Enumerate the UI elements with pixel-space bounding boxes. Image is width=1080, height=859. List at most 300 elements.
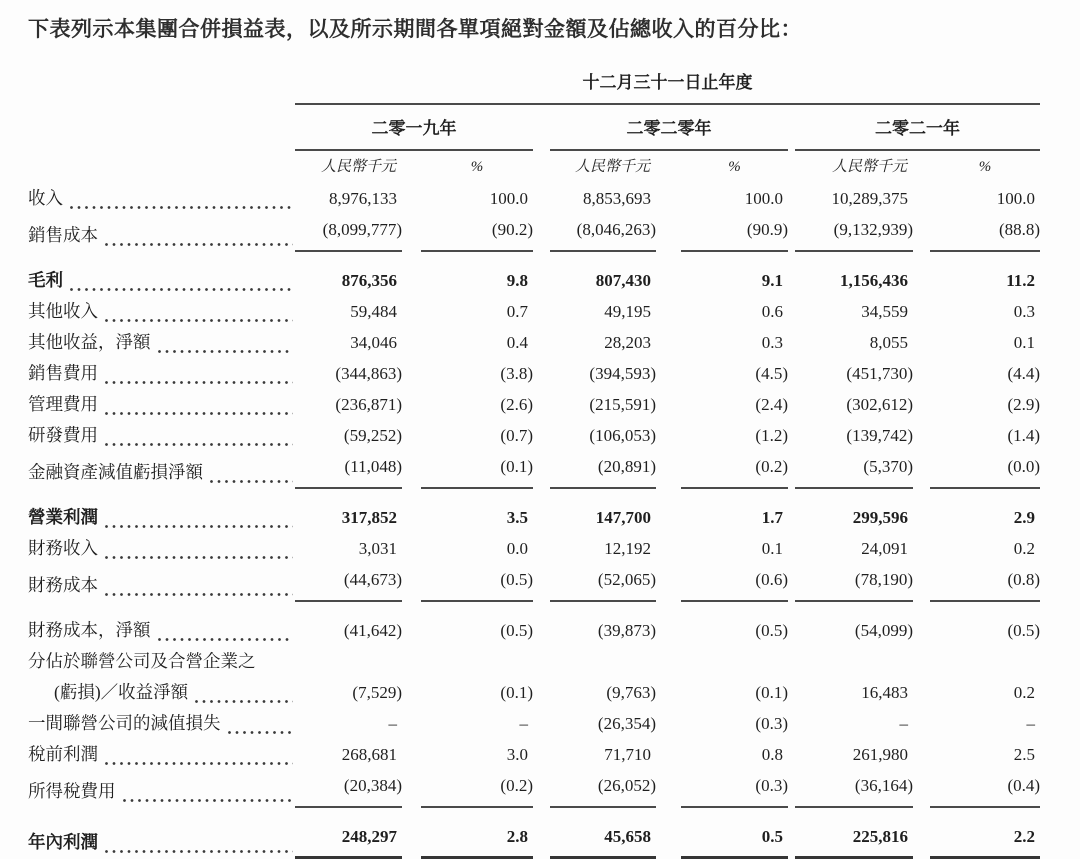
table-row	[28, 533, 1040, 564]
column-gap	[788, 739, 795, 770]
table-row	[28, 214, 1040, 251]
column-gap	[656, 358, 681, 389]
amount-cell: 24,091	[861, 539, 908, 558]
column-gap	[656, 646, 681, 677]
column-gap	[533, 807, 550, 858]
column-gap	[533, 183, 550, 214]
table-row	[28, 451, 1040, 488]
column-gap	[788, 488, 795, 533]
row-label	[28, 389, 295, 420]
column-gap	[402, 251, 421, 296]
amount-cell: 225,816	[795, 807, 913, 858]
table-row	[28, 708, 1040, 739]
amount-cell: (9,763)	[606, 683, 656, 702]
column-gap	[913, 150, 930, 183]
amount-cell: (78,190)	[795, 564, 913, 601]
column-gap	[788, 770, 795, 807]
percent-cell: 2.8	[421, 807, 533, 858]
column-gap	[402, 327, 421, 358]
column-gap	[656, 327, 681, 358]
amount-cell: (20,891)	[550, 451, 656, 488]
amount-cell: 8,853,693	[583, 189, 651, 208]
column-gap	[913, 601, 930, 646]
column-gap	[402, 451, 421, 488]
percent-cell: 100.0	[996, 189, 1036, 208]
column-gap	[788, 214, 795, 251]
percent-cell: 0.5	[681, 807, 788, 858]
amount-cell: (394,593)	[589, 364, 656, 383]
percent-cell: (0.5)	[500, 621, 533, 640]
percent-cell: (0.1)	[755, 683, 788, 702]
column-gap	[402, 533, 421, 564]
amount-cell	[550, 646, 656, 677]
column-gap	[402, 739, 421, 770]
column-gap	[533, 451, 550, 488]
percent-cell: (0.1)	[421, 451, 533, 488]
column-gap	[913, 739, 930, 770]
percent-cell: (1.4)	[1007, 426, 1041, 445]
column-gap	[533, 601, 550, 646]
amount-cell: (139,742)	[846, 426, 913, 445]
row-label	[28, 183, 295, 214]
row-label	[28, 451, 295, 488]
column-gap	[402, 770, 421, 807]
amount-cell: (41,642)	[343, 621, 402, 640]
row-label	[28, 214, 295, 251]
row-label	[28, 358, 295, 389]
amount-cell: 261,980	[852, 745, 908, 764]
dotted-leader	[70, 206, 293, 209]
amount-cell: (215,591)	[589, 395, 656, 414]
percent-cell: (0.0)	[930, 451, 1040, 488]
dotted-leader	[105, 762, 293, 765]
amount-cell: (39,873)	[597, 621, 656, 640]
amount-cell: 12,192	[604, 539, 651, 558]
dotted-leader	[210, 480, 293, 483]
amount-cell: 299,596	[852, 508, 908, 527]
column-gap	[402, 564, 421, 601]
amount-cell: (5,370)	[795, 451, 913, 488]
row-label-text: 毛利	[28, 270, 63, 290]
amount-cell: (344,863)	[335, 364, 402, 383]
percent-header-2020: %	[728, 159, 741, 175]
percent-cell: (4.5)	[755, 364, 788, 383]
column-gap	[788, 677, 795, 708]
column-gap	[788, 564, 795, 601]
amount-cell: (8,046,263)	[550, 214, 656, 251]
table-row	[28, 564, 1040, 601]
amount-cell: (106,053)	[589, 426, 656, 445]
unit-header-2021: 人民幣千元	[831, 159, 907, 175]
percent-cell: (4.4)	[1007, 364, 1041, 383]
unit-header-2019: 人民幣千元	[320, 159, 396, 175]
percent-cell: (88.8)	[930, 214, 1040, 251]
amount-cell: 1,156,436	[840, 271, 908, 290]
amount-cell	[795, 646, 913, 677]
dotted-leader	[105, 525, 293, 528]
amount-cell: (302,612)	[846, 395, 913, 414]
table-row	[28, 251, 1040, 296]
amount-cell: 8,055	[869, 333, 908, 352]
percent-cell: 0.1	[1013, 333, 1036, 352]
column-gap	[656, 601, 681, 646]
percent-cell: (0.2)	[681, 451, 788, 488]
column-gap	[656, 677, 681, 708]
row-label-text: 金融資產減值虧損淨額	[28, 462, 203, 482]
table-row	[28, 389, 1040, 420]
amount-cell: (26,052)	[550, 770, 656, 807]
percent-cell: 0.4	[506, 333, 528, 352]
row-label	[28, 251, 295, 296]
column-gap	[402, 807, 421, 858]
table-row	[28, 739, 1040, 770]
percent-cell: (0.7)	[500, 426, 533, 445]
column-gap	[533, 708, 550, 739]
row-label	[28, 601, 295, 646]
row-label-text: 年內利潤	[28, 831, 98, 852]
percent-cell: 0.0	[506, 539, 528, 558]
row-label-text: 財務成本	[28, 575, 98, 595]
row-label	[28, 420, 295, 451]
row-label-text: 所得稅費用	[28, 781, 116, 801]
column-gap	[402, 389, 421, 420]
percent-cell: 1.7	[761, 508, 783, 527]
column-gap	[788, 183, 795, 214]
row-label	[28, 564, 295, 601]
percent-cell: (0.3)	[681, 770, 788, 807]
amount-cell: 8,976,133	[329, 189, 397, 208]
percent-cell: (0.8)	[930, 564, 1040, 601]
column-gap	[788, 601, 795, 646]
amount-cell: 34,046	[350, 333, 397, 352]
amount-cell: 71,710	[604, 745, 651, 764]
income-statement-body	[28, 183, 1040, 858]
dotted-leader	[195, 700, 293, 703]
amount-cell: (236,871)	[335, 395, 402, 414]
unit-header-2020: 人民幣千元	[574, 159, 650, 175]
dotted-leader	[105, 593, 293, 596]
percent-cell	[681, 646, 788, 677]
column-gap	[788, 807, 795, 858]
row-label-text: 其他收入	[28, 301, 98, 321]
dotted-leader	[228, 731, 294, 734]
column-gap	[788, 708, 795, 739]
column-gap	[656, 150, 681, 183]
dotted-leader	[70, 288, 293, 291]
percent-cell: 9.1	[761, 271, 783, 290]
row-label	[28, 807, 295, 858]
column-gap	[402, 601, 421, 646]
table-row	[28, 601, 1040, 646]
period-header: 十二月三十一日止年度	[295, 55, 1040, 104]
amount-cell: (52,065)	[550, 564, 656, 601]
column-gap	[656, 451, 681, 488]
column-gap	[913, 646, 930, 677]
column-gap	[788, 420, 795, 451]
row-label-text: (虧損)／收益淨額	[54, 682, 189, 702]
year-header-2020: 二零二零年	[550, 104, 788, 150]
column-gap	[533, 150, 550, 183]
amount-cell: 147,700	[595, 508, 651, 527]
column-gap	[656, 183, 681, 214]
amount-cell: 876,356	[341, 271, 397, 290]
amount-cell: 16,483	[861, 683, 908, 702]
percent-cell: (2.9)	[1007, 395, 1041, 414]
table-row	[28, 807, 1040, 858]
amount-cell: –	[899, 714, 908, 733]
amount-cell: (44,673)	[295, 564, 402, 601]
percent-header-2019: %	[470, 159, 484, 175]
column-gap	[533, 488, 550, 533]
table-row	[28, 296, 1040, 327]
row-label-text: 營業利潤	[28, 507, 98, 527]
column-gap	[402, 214, 421, 251]
column-gap	[533, 214, 550, 251]
column-gap	[533, 564, 550, 601]
column-gap	[913, 533, 930, 564]
column-gap	[533, 327, 550, 358]
column-gap	[402, 646, 421, 677]
row-label-text: 財務收入	[28, 538, 98, 558]
dotted-leader	[105, 412, 293, 415]
column-gap	[402, 296, 421, 327]
percent-cell: 0.6	[761, 302, 783, 321]
column-gap	[913, 251, 930, 296]
row-label-text: 收入	[28, 188, 63, 208]
table-row	[28, 488, 1040, 533]
dotted-leader	[105, 243, 293, 246]
column-gap	[533, 533, 550, 564]
column-gap	[913, 327, 930, 358]
column-gap	[656, 533, 681, 564]
period-header-row	[28, 55, 1040, 104]
column-gap	[656, 488, 681, 533]
table-row	[28, 770, 1040, 807]
row-label	[28, 296, 295, 327]
column-gap	[533, 677, 550, 708]
column-gap	[788, 646, 795, 677]
percent-cell: 100.0	[489, 189, 528, 208]
percent-cell: 11.2	[1006, 271, 1036, 290]
table-header	[28, 55, 1040, 183]
row-label-text: 財務成本，淨額	[28, 620, 151, 640]
amount-cell: 34,559	[861, 302, 908, 321]
label-column-spacer	[28, 104, 295, 150]
column-gap	[656, 251, 681, 296]
row-label-text: 銷售費用	[28, 363, 98, 383]
percent-cell	[421, 646, 533, 677]
row-label	[28, 488, 295, 533]
column-gap	[533, 646, 550, 677]
percent-cell: (0.2)	[421, 770, 533, 807]
column-gap	[913, 358, 930, 389]
table-row	[28, 646, 1040, 677]
column-header-row	[28, 150, 1040, 183]
amount-cell: (36,164)	[795, 770, 913, 807]
column-gap	[656, 389, 681, 420]
table-row	[28, 327, 1040, 358]
amount-cell: (26,354)	[597, 714, 656, 733]
column-gap	[913, 420, 930, 451]
column-gap	[402, 420, 421, 451]
column-gap	[788, 251, 795, 296]
column-gap	[913, 488, 930, 533]
percent-cell: –	[519, 714, 528, 733]
amount-cell: 45,658	[550, 807, 656, 858]
percent-cell: 0.2	[1013, 683, 1036, 702]
column-gap	[913, 677, 930, 708]
amount-cell: (59,252)	[343, 426, 402, 445]
dotted-leader	[105, 381, 293, 384]
column-gap	[913, 770, 930, 807]
amount-cell: 28,203	[604, 333, 651, 352]
column-gap	[788, 150, 795, 183]
row-label-text: 其他收益，淨額	[28, 332, 151, 352]
amount-cell: (11,048)	[295, 451, 402, 488]
column-gap	[533, 770, 550, 807]
percent-cell: (0.5)	[755, 621, 788, 640]
income-statement-table	[28, 55, 1040, 859]
column-gap	[533, 389, 550, 420]
percent-cell: 0.8	[761, 745, 783, 764]
percent-cell: (90.2)	[421, 214, 533, 251]
column-gap	[533, 358, 550, 389]
column-gap	[402, 677, 421, 708]
amount-cell: 807,430	[595, 271, 651, 290]
amount-cell: –	[388, 714, 397, 733]
column-gap	[913, 183, 930, 214]
row-label	[28, 770, 295, 807]
column-gap	[656, 770, 681, 807]
percent-cell: 0.7	[506, 302, 528, 321]
dotted-leader	[158, 350, 294, 353]
percent-cell: (0.5)	[421, 564, 533, 601]
table-row	[28, 677, 1040, 708]
column-gap	[402, 708, 421, 739]
row-label-text: 管理費用	[28, 394, 98, 414]
column-gap	[533, 739, 550, 770]
column-gap	[656, 214, 681, 251]
amount-cell: 10,289,375	[831, 189, 908, 208]
label-column-spacer	[28, 150, 295, 183]
row-label	[28, 327, 295, 358]
column-gap	[788, 327, 795, 358]
column-gap	[656, 708, 681, 739]
dotted-leader	[105, 556, 293, 559]
row-label	[28, 708, 295, 739]
amount-cell: 59,484	[350, 302, 397, 321]
table-row	[28, 420, 1040, 451]
percent-header-2021: %	[978, 159, 992, 175]
column-gap	[788, 533, 795, 564]
column-gap	[788, 358, 795, 389]
percent-cell: (0.4)	[930, 770, 1040, 807]
percent-cell: 0.1	[761, 539, 783, 558]
row-label-text: 研發費用	[28, 425, 98, 445]
amount-cell: (54,099)	[854, 621, 913, 640]
column-gap	[913, 389, 930, 420]
percent-cell: 3.0	[506, 745, 528, 764]
column-gap	[788, 296, 795, 327]
percent-cell: 0.3	[761, 333, 783, 352]
dotted-leader	[105, 319, 293, 322]
column-gap	[913, 214, 930, 251]
column-gap	[788, 104, 795, 150]
amount-cell: (7,529)	[352, 683, 402, 702]
amount-cell: 3,031	[358, 539, 397, 558]
column-gap	[913, 807, 930, 858]
column-gap	[656, 807, 681, 858]
amount-cell: 317,852	[341, 508, 397, 527]
column-gap	[656, 739, 681, 770]
column-gap	[788, 451, 795, 488]
percent-cell: 3.5	[506, 508, 528, 527]
column-gap	[656, 296, 681, 327]
dotted-leader	[123, 799, 294, 802]
percent-cell: (1.2)	[755, 426, 788, 445]
amount-cell: 268,681	[341, 745, 397, 764]
percent-cell: 0.2	[1013, 539, 1036, 558]
row-label-text: 一間聯營公司的減值損失	[28, 713, 221, 733]
column-gap	[533, 420, 550, 451]
percent-cell: (2.6)	[500, 395, 533, 414]
row-label	[28, 646, 295, 677]
percent-cell	[930, 646, 1040, 677]
percent-cell: 100.0	[744, 189, 783, 208]
column-gap	[913, 564, 930, 601]
dotted-leader	[105, 850, 293, 853]
percent-cell: (0.5)	[1007, 621, 1041, 640]
row-label	[28, 533, 295, 564]
column-gap	[402, 358, 421, 389]
percent-cell: (0.3)	[755, 714, 788, 733]
amount-cell: (20,384)	[295, 770, 402, 807]
dotted-leader	[158, 638, 294, 641]
percent-cell: 2.9	[1013, 508, 1036, 527]
amount-cell: 248,297	[295, 807, 402, 858]
column-gap	[402, 488, 421, 533]
column-gap	[402, 183, 421, 214]
percent-cell: (2.4)	[755, 395, 788, 414]
percent-cell: (0.1)	[500, 683, 533, 702]
column-gap	[656, 420, 681, 451]
table-row	[28, 358, 1040, 389]
row-label-text: 稅前利潤	[28, 744, 98, 764]
percent-cell: (3.8)	[500, 364, 533, 383]
percent-cell: 2.5	[1013, 745, 1036, 764]
amount-cell: (8,099,777)	[295, 214, 402, 251]
row-label-text: 銷售成本	[28, 225, 98, 245]
year-header-2021: 二零二一年	[795, 104, 1040, 150]
column-gap	[788, 389, 795, 420]
column-gap	[533, 296, 550, 327]
label-column-spacer	[28, 55, 295, 104]
dotted-leader	[105, 443, 293, 446]
percent-cell: 0.3	[1013, 302, 1036, 321]
row-label	[28, 677, 295, 708]
column-gap	[402, 150, 421, 183]
column-gap	[913, 708, 930, 739]
amount-cell: 49,195	[604, 302, 651, 321]
year-header-2019: 二零一九年	[295, 104, 533, 150]
percent-cell: (0.6)	[681, 564, 788, 601]
row-label-text: 分佔於聯營公司及合營企業之	[28, 651, 256, 671]
column-gap	[913, 296, 930, 327]
year-header-row	[28, 104, 1040, 150]
amount-cell: (9,132,939)	[795, 214, 913, 251]
column-gap	[533, 104, 550, 150]
percent-cell: –	[1026, 714, 1036, 733]
